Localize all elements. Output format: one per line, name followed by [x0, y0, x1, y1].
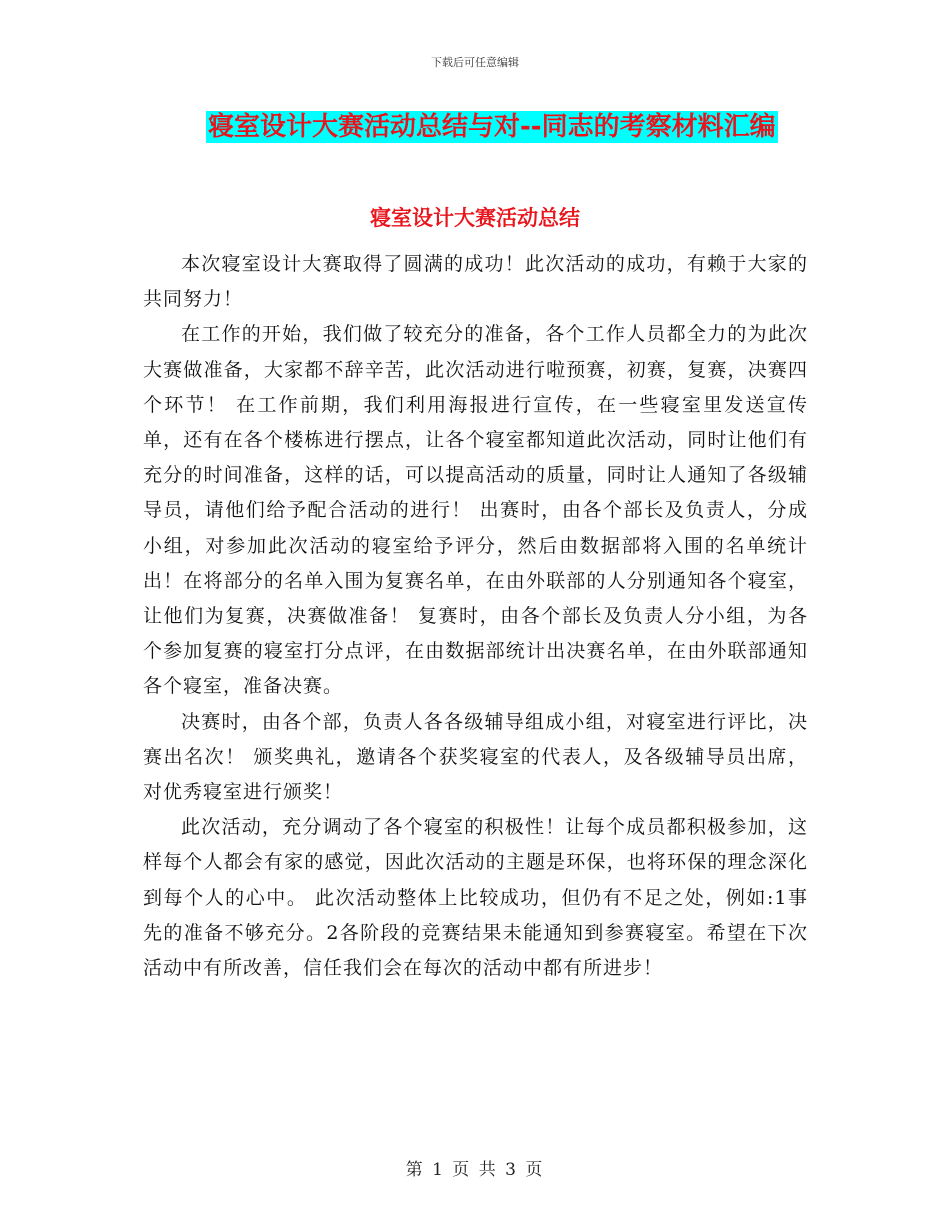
- paragraph: 本次寝室设计大赛取得了圆满的成功！此次活动的成功，有赖于大家的共同努力！: [143, 253, 808, 311]
- paragraph: 决赛时，由各个部，负责人各各级辅导组成小组，对寝室进行评比，决赛出名次！ 颁奖典礼，邀请各个获奖寝室的代表人，及各级辅导员出席，对优秀寝室进行颁奖！: [143, 710, 808, 804]
- page-number-footer: 第 1 页 共 3 页: [405, 1160, 545, 1180]
- paragraph: 在工作的开始，我们做了较充分的准备，各个工作人员都全力的为此次大赛做准备，大家都不辞辛苦，此次活动进行啦预赛，初赛，复赛，决赛四个环节！ 在工作前期，我们利用海报进行宣传，在一些寝室里发送宣传单，还有在各个楼栋进行摆点，让各个寝室都知道此次活动，同时让他们有充分的时间准备，这样的话，可以提高活动的质量，同时让人通知了各级辅导员，请他们给予配合活动的进行！ 出赛时，由各个部长及负责人，分成小组，对参加此次活动的寝室给予评分，然后由数据部将入围的名单统计出！在将部分的名单入围为复赛名单，在由外联部的人分别通知各个寝室，让他们为复赛，决赛做准备！ 复赛时，由各个部长及负责人分小组，为各个参加复赛的寝室打分点评，在由数据部统计出决赛名单，在由外联部通知各个寝室，准备决赛。: [143, 323, 808, 698]
- section-title: 寝室设计大赛活动总结: [370, 206, 580, 230]
- paragraph: 此次活动，充分调动了各个寝室的积极性！让每个成员都积极参加，这样每个人都会有家的感觉，因此次活动的主题是环保，也将环保的理念深化到每个人的心中。 此次活动整体上比较成功，但仍有不足之处，例如:1事先的准备不够充分。2各阶段的竞赛结果未能通知到参赛寝室。希望在下次活动中有所改善，信任我们会在每次的活动中都有所进步！: [143, 816, 808, 980]
- header-note: 下载后可任意编辑: [431, 56, 519, 69]
- document-body: [143, 247, 808, 986]
- document-title: 寝室设计大赛活动总结与对--同志的考察材料汇编: [208, 112, 776, 142]
